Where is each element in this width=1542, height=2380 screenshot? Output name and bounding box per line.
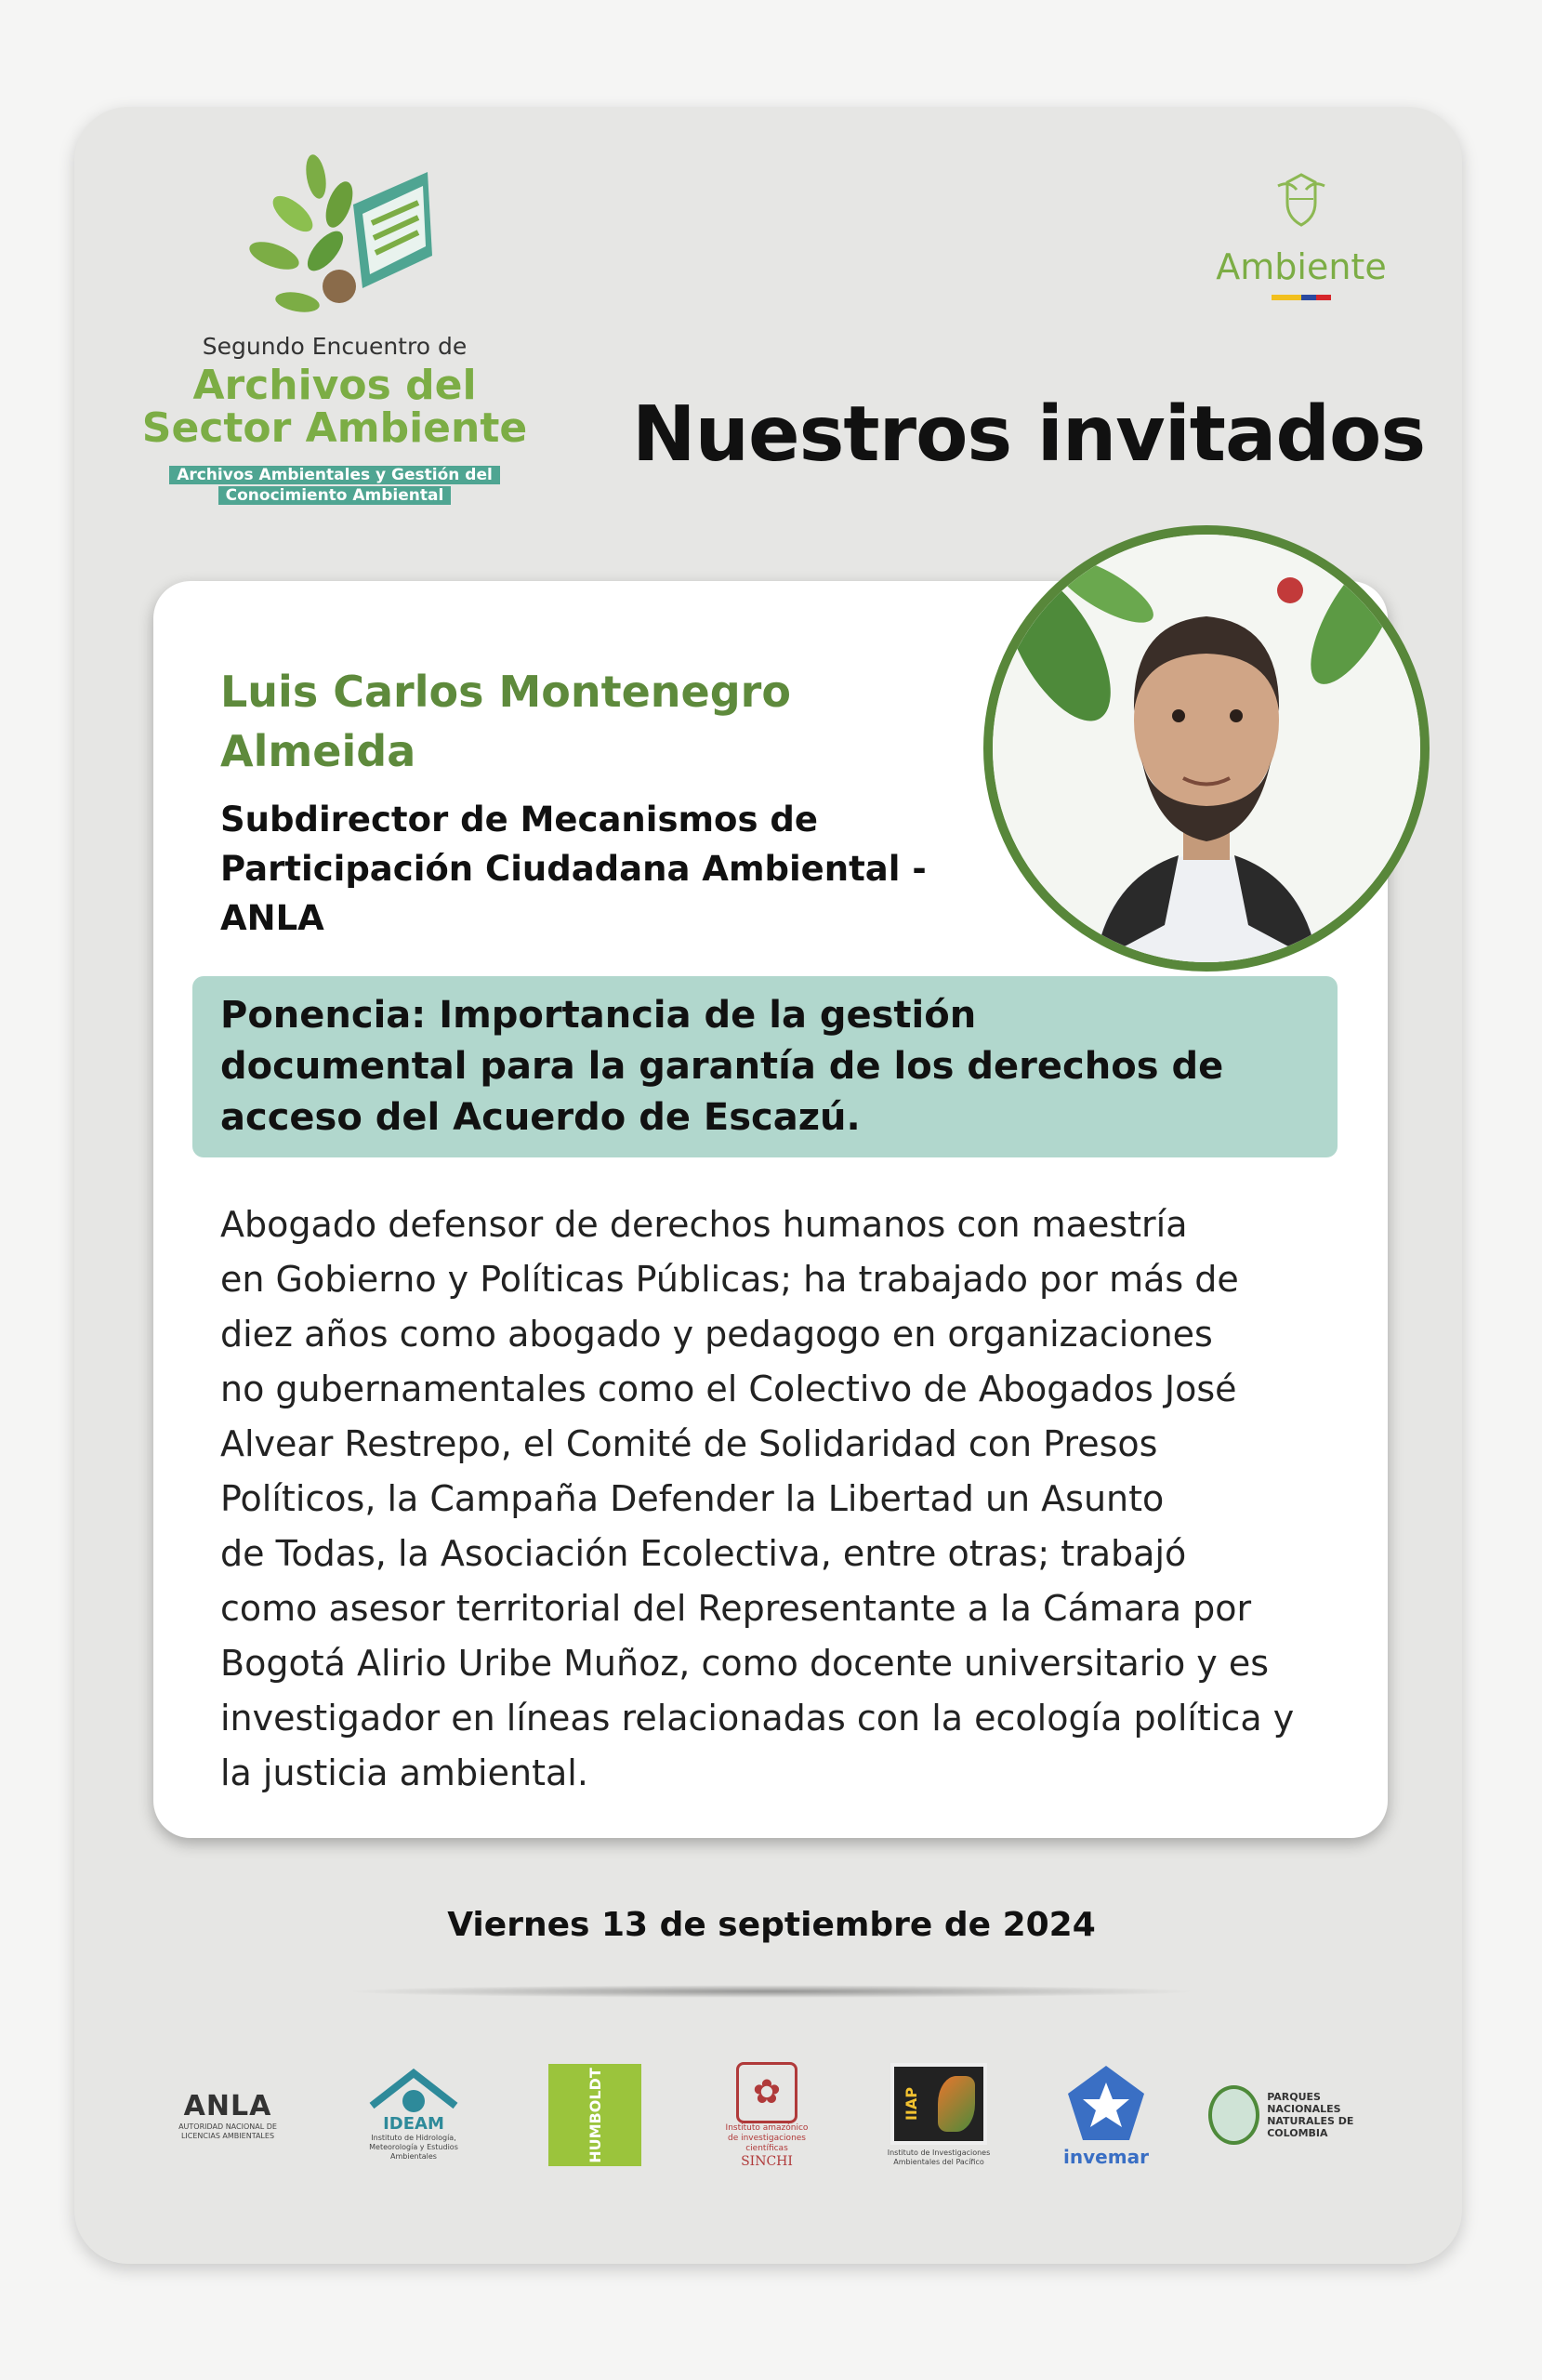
bio-line: de Todas, la Asociación Ecolectiva, entre otras; trabajó (220, 1533, 1187, 1574)
bio-line: investigador en líneas relacionadas con la ecología política y (220, 1698, 1295, 1739)
talk-title-line: Ponencia: Importancia de la gestión (220, 994, 977, 1037)
bio-line: Alvear Restrepo, el Comité de Solidaridad con Presos (220, 1423, 1158, 1464)
parques-seal-icon (1208, 2085, 1259, 2145)
humboldt-mark (548, 2064, 641, 2166)
national-seal-icon (1199, 167, 1404, 246)
iiap-logo-name: IIAP (903, 2086, 921, 2121)
invemar-logo-name: invemar (1063, 2146, 1149, 2168)
event-date: Viernes 13 de septiembre de 2024 (447, 1906, 1096, 1944)
speaker-role-line: Participación Ciudadana Ambiental - (220, 849, 927, 889)
event-subtitle-line: Archivos Ambientales y Gestión del (169, 466, 500, 484)
bio-line: Abogado defensor de derechos humanos con maestría (220, 1204, 1188, 1245)
event-title-line: Archivos del (192, 362, 477, 409)
speaker-bio (220, 1197, 1364, 1801)
sinchi-logo-name: Instituto amazónico de investigaciones científicas (725, 2122, 809, 2153)
sinchi-logo (716, 2045, 818, 2185)
event-title-line: Sector Ambiente (141, 404, 528, 452)
bio-line: no gubernamentales como el Colectivo de Abogados José (220, 1368, 1237, 1409)
bio-line: Políticos, la Campaña Defender la Libertad un Asunto (220, 1478, 1165, 1519)
iiap-logo (883, 2045, 995, 2185)
bio-line: diez años como abogado y pedagogo en organizaciones (220, 1314, 1213, 1355)
bio-line: la justicia ambiental. (220, 1752, 588, 1793)
partner-logos (158, 2045, 1394, 2185)
speaker-name (220, 662, 890, 781)
event-logo (130, 149, 539, 521)
invemar-star-icon (1064, 2062, 1148, 2146)
ministry-logo (1199, 167, 1404, 300)
iiap-leaf-icon (938, 2076, 975, 2132)
parques-logo (1208, 2045, 1394, 2185)
ideam-logo-name: IDEAM (383, 2114, 444, 2134)
event-title (130, 364, 539, 450)
event-subtitle (158, 465, 511, 506)
speaker-role-line: ANLA (220, 898, 324, 938)
speaker-role-line: Subdirector de Mecanismos de (220, 800, 818, 840)
iiap-mark (890, 2063, 987, 2145)
speaker-photo (983, 525, 1430, 972)
speaker-role (220, 795, 964, 943)
page-title: Nuestros invitados (632, 390, 1426, 479)
talk-title-line: documental para la garantía de los derechos de (220, 1045, 1224, 1088)
leaves-document-icon (223, 149, 446, 325)
ideam-eye-icon (367, 2069, 460, 2115)
parques-text (1267, 2091, 1394, 2139)
humboldt-logo (544, 2045, 646, 2185)
talk-title (220, 990, 1243, 1144)
anla-logo-sub: AUTORIDAD NACIONAL DE LICENCIAS AMBIENTALES (178, 2122, 277, 2140)
parques-logo-sub: NATURALES DE COLOMBIA (1267, 2115, 1354, 2139)
colombia-flag-stripe (1272, 295, 1331, 300)
ministry-label: Ambiente (1216, 246, 1387, 287)
event-pre-title: Segundo Encuentro de (202, 333, 468, 360)
invemar-logo (1055, 2045, 1157, 2185)
anla-logo-name: ANLA (183, 2089, 272, 2122)
parques-logo-name: PARQUES NACIONALES (1267, 2091, 1341, 2115)
speaker-name-line: Luis Carlos Montenegro (220, 667, 791, 717)
speaker-portrait-illustration (993, 535, 1420, 962)
ideam-logo (358, 2045, 469, 2185)
talk-title-line: acceso del Acuerdo de Escazú. (220, 1096, 861, 1139)
bio-line: Bogotá Alirio Uribe Muñoz, como docente universitario y es (220, 1643, 1270, 1684)
humboldt-logo-name: HUMBOLDT (586, 2067, 604, 2163)
sinchi-logo-sub: SINCHI (741, 2153, 793, 2169)
ideam-logo-sub: Instituto de Hidrología, Meteorología y Estudios Ambientales (369, 2134, 458, 2161)
event-subtitle-line: Conocimiento Ambiental (218, 486, 452, 505)
anla-logo (158, 2045, 297, 2185)
bio-line: como asesor territorial del Representante a la Cámara por (220, 1588, 1252, 1629)
bio-line: en Gobierno y Políticas Públicas; ha trabajado por más de (220, 1259, 1239, 1300)
iiap-logo-sub: Instituto de Investigaciones Ambientales del Pacífico (887, 2149, 991, 2166)
divider-shadow (344, 1985, 1199, 1998)
sinchi-tree-icon: ✿ (736, 2062, 797, 2123)
speaker-name-line: Almeida (220, 726, 416, 776)
